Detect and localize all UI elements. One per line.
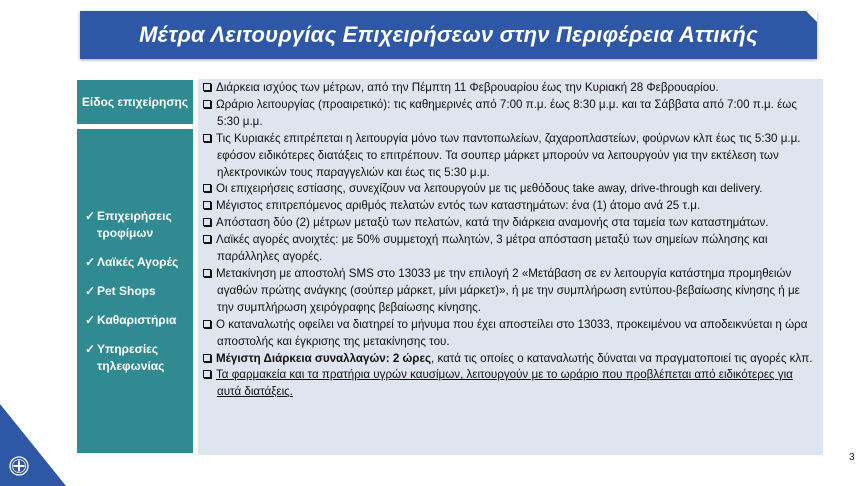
category-label: Pet Shops xyxy=(97,283,156,298)
category-item-food xyxy=(85,208,193,242)
slide-title: Μέτρα Λειτουργίας Επιχειρήσεων στην Περιφέρεια Αττικής xyxy=(139,22,758,47)
check-icon: ✓ xyxy=(85,208,96,223)
check-icon: ✓ xyxy=(85,283,96,298)
category-list xyxy=(77,129,193,453)
banner-corner-fold xyxy=(806,11,817,22)
bullet-item: Λαϊκές αγορές ανοιχτές: με 50% συμμετοχή πωλητών, 3 μέτρα απόσταση μεταξύ των σημείων πώλησης και παράλληλες αγορές. xyxy=(202,232,817,266)
checkbox-bullet-icon xyxy=(203,100,211,108)
bullet-item: Απόσταση δύο (2) μέτρων μεταξύ των πελατών, κατά την διάρκεια αναμονής στα ταμεία των καταστημάτων. xyxy=(202,215,817,232)
category-header: Είδος επιχείρησης xyxy=(77,80,193,124)
check-icon: ✓ xyxy=(85,254,96,269)
page-number: 3 xyxy=(849,452,855,463)
category-label: Καθαριστήρια xyxy=(97,312,177,327)
checkbox-bullet-icon xyxy=(203,370,211,378)
category-label: Επιχειρήσεις τροφίμων xyxy=(97,208,172,240)
category-item-telephony xyxy=(85,341,193,375)
title-banner xyxy=(80,11,817,59)
bullet-item: Μετακίνηση με αποστολή SMS στο 13033 με την επιλογή 2 «Μετάβαση σε εν λειτουργία κατάστημα προμηθειών αγαθών πρώτης ανάγκης (σούπερ μάρκετ, μίνι μάρκετ)», ή με την συμπλήρωση εντύπου-βεβαίωσης κίνησης ή με την συμπλήρωση χειρόγραφης βεβαίωσης κίνησης. xyxy=(202,266,817,317)
category-item-markets xyxy=(85,254,193,271)
checkbox-bullet-icon xyxy=(203,269,211,277)
bullet-item: Οι επιχειρήσεις εστίασης, συνεχίζουν να λειτουργούν με τις μεθόδους take away, drive-through και delivery. xyxy=(202,181,817,198)
bullet-item: Μέγιστος επιτρεπόμενος αριθμός πελατών εντός των καταστημάτων: ένα (1) άτομο ανά 25 τ.μ. xyxy=(202,198,817,215)
category-item-pet-shops xyxy=(85,283,193,300)
checkbox-bullet-icon xyxy=(203,134,211,142)
bullet-item: Τα φαρμακεία και τα πρατήρια υγρών καυσίμων, λειτουργούν με το ωράριο που προβλέπεται από ειδικότερες για αυτά διατάξεις. xyxy=(202,367,817,401)
checkbox-bullet-icon xyxy=(203,354,211,362)
checkbox-bullet-icon xyxy=(203,201,211,209)
bullet-item: Ο καταναλωτής οφείλει να διατηρεί το μήνυμα που έχει αποστείλει στο 13033, προκειμένου να αποδεικνύεται η ώρα αποστολής και έγκρισης της μετακίνησης του. xyxy=(202,317,817,351)
category-label: Λαϊκές Αγορές xyxy=(97,254,179,269)
checkbox-bullet-icon xyxy=(203,218,211,226)
checkbox-bullet-icon xyxy=(203,83,211,91)
bullet-item: Ωράριο λειτουργίας (προαιρετικό): τις καθημερινές από 7:00 π.μ. έως 8:30 μ.μ. και τα Σάββατα από 7:00 π.μ. έως 5:30 μ.μ. xyxy=(202,97,817,131)
bullet-item: Τις Κυριακές επιτρέπεται η λειτουργία μόνο των παντοπωλείων, ζαχαροπλαστείων, φούρνων κλπ έως τις 5:30 μ.μ. εφόσον ειδικότερες διατάξεις το επιτρέπουν. Τα σουπερ μάρκετ μπορούν να λειτουργούν για την εκτέλεση των ηλεκτρονικών τους παραγγελιών και έως τις 5:30 μ.μ. xyxy=(202,131,817,182)
greek-state-emblem-icon xyxy=(8,455,30,477)
check-icon: ✓ xyxy=(85,341,96,356)
checkbox-bullet-icon xyxy=(203,235,211,243)
checkbox-bullet-icon xyxy=(203,184,211,192)
check-icon: ✓ xyxy=(85,312,96,327)
measures-content xyxy=(198,79,823,455)
category-item-cleaners xyxy=(85,312,193,329)
category-label: Υπηρεσίες τηλεφωνίας xyxy=(97,341,165,373)
bullet-item: Μέγιστη Διάρκεια συναλλαγών: 2 ώρες, κατά τις οποίες ο καταναλωτής δύναται να πραγματοποιεί τις αγορές κλπ. xyxy=(202,351,817,368)
checkbox-bullet-icon xyxy=(203,320,211,328)
bullet-item: Διάρκεια ισχύος των μέτρων, από την Πέμπτη 11 Φεβρουαρίου έως την Κυριακή 28 Φεβρουαρίου. xyxy=(202,80,817,97)
